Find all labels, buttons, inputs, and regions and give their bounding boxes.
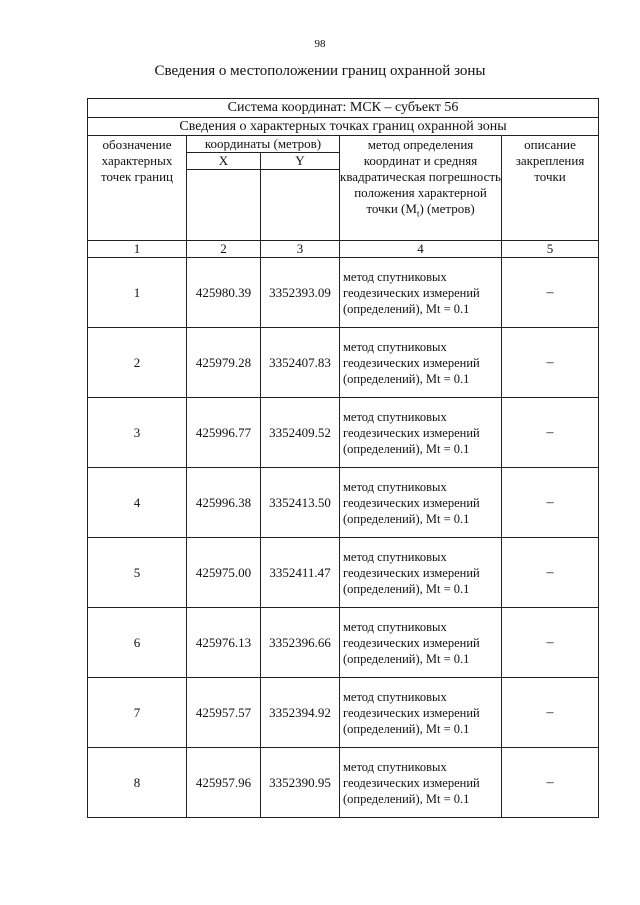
column-number: 4	[340, 241, 502, 258]
method-description: метод спутниковых геодезических измерений (определений), Mt = 0.1	[340, 538, 502, 608]
point-id: 7	[88, 678, 187, 748]
coordinate-system-heading: Система координат: МСК – субъект 56	[88, 99, 599, 118]
coordinate-y: 3352396.66	[261, 608, 340, 678]
point-id: 6	[88, 608, 187, 678]
coordinate-y: 3352407.83	[261, 328, 340, 398]
column-number: 3	[261, 241, 340, 258]
coordinate-x: 425957.96	[187, 748, 261, 818]
column-numbers-row	[88, 241, 599, 258]
point-id: 3	[88, 398, 187, 468]
header-method-subscript: t	[416, 208, 420, 219]
method-description: метод спутниковых геодезических измерений (определений), Mt = 0.1	[340, 748, 502, 818]
table-row	[88, 608, 599, 678]
coordinate-y: 3352390.95	[261, 748, 340, 818]
header-y-spacer	[261, 170, 340, 241]
point-id: 5	[88, 538, 187, 608]
table-row	[88, 328, 599, 398]
document-title: Сведения о местоположении границ охранной зоны	[154, 63, 486, 79]
point-id: 2	[88, 328, 187, 398]
fixing-description: –	[502, 328, 599, 398]
coordinate-x: 425980.39	[187, 258, 261, 328]
coordinates-table	[87, 98, 599, 818]
coordinate-x: 425996.38	[187, 468, 261, 538]
header-description: описание закрепления точки	[502, 136, 599, 241]
page-number: 98	[314, 38, 326, 50]
column-number: 2	[187, 241, 261, 258]
header-method-text: метод определения координат и средняя квадратическая погрешность положения характерной точки (M	[340, 137, 501, 216]
method-description: метод спутниковых геодезических измерений (определений), Mt = 0.1	[340, 468, 502, 538]
table-row	[88, 748, 599, 818]
method-description: метод спутниковых геодезических измерений (определений), Mt = 0.1	[340, 258, 502, 328]
coordinate-y: 3352413.50	[261, 468, 340, 538]
fixing-description: –	[502, 678, 599, 748]
coordinate-y: 3352394.92	[261, 678, 340, 748]
coordinate-y: 3352411.47	[261, 538, 340, 608]
table-row	[88, 538, 599, 608]
fixing-description: –	[502, 468, 599, 538]
coordinate-y: 3352409.52	[261, 398, 340, 468]
coordinate-x: 425957.57	[187, 678, 261, 748]
method-description: метод спутниковых геодезических измерений (определений), Mt = 0.1	[340, 678, 502, 748]
point-id: 4	[88, 468, 187, 538]
coordinate-x: 425979.28	[187, 328, 261, 398]
coordinate-x: 425996.77	[187, 398, 261, 468]
point-id: 1	[88, 258, 187, 328]
table-row	[88, 468, 599, 538]
header-x: X	[187, 153, 261, 170]
header-x-spacer	[187, 170, 261, 241]
method-description: метод спутниковых геодезических измерений (определений), Mt = 0.1	[340, 328, 502, 398]
table-row	[88, 398, 599, 468]
header-method	[340, 136, 502, 241]
header-method-units: ) (метров)	[419, 201, 475, 216]
header-y: Y	[261, 153, 340, 170]
coordinate-x: 425976.13	[187, 608, 261, 678]
header-coordinates: координаты (метров)	[187, 136, 340, 153]
fixing-description: –	[502, 398, 599, 468]
table-row	[88, 258, 599, 328]
fixing-description: –	[502, 608, 599, 678]
table-row	[88, 678, 599, 748]
fixing-description: –	[502, 748, 599, 818]
fixing-description: –	[502, 258, 599, 328]
coordinate-x: 425975.00	[187, 538, 261, 608]
method-description: метод спутниковых геодезических измерений (определений), Mt = 0.1	[340, 398, 502, 468]
fixing-description: –	[502, 538, 599, 608]
point-id: 8	[88, 748, 187, 818]
table-subtitle: Сведения о характерных точках границ охранной зоны	[88, 118, 599, 136]
column-number: 1	[88, 241, 187, 258]
coordinate-y: 3352393.09	[261, 258, 340, 328]
method-description: метод спутниковых геодезических измерений (определений), Mt = 0.1	[340, 608, 502, 678]
column-number: 5	[502, 241, 599, 258]
header-designation: обозначение характерных точек границ	[88, 136, 187, 241]
